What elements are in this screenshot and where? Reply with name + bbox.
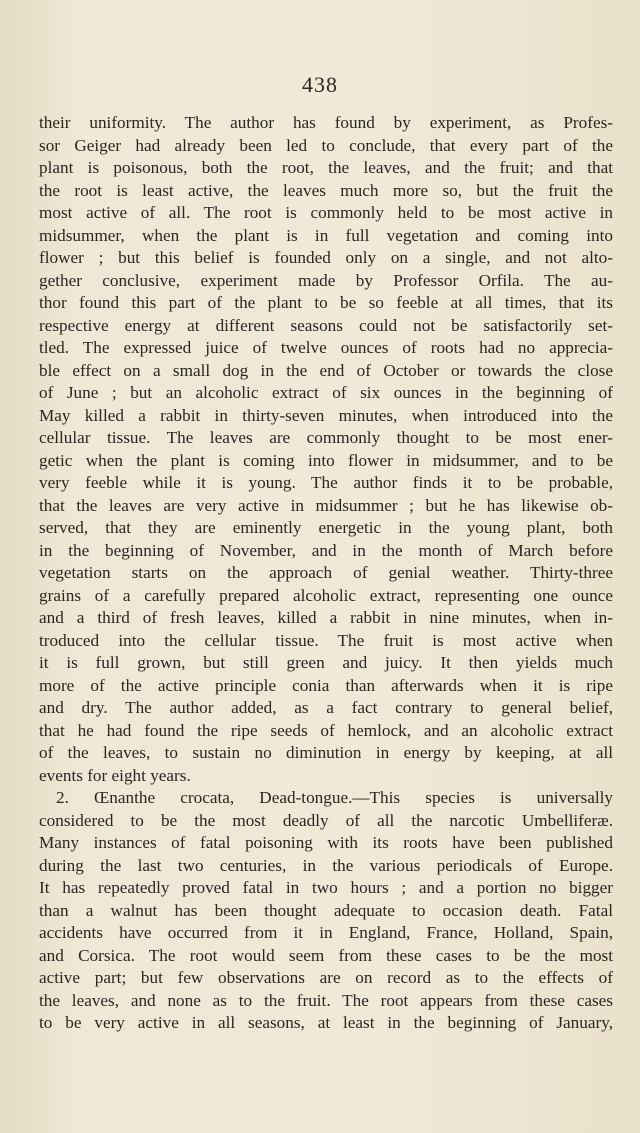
text-line: and a third of fresh leaves, killed a rabbit in nine minutes, when in- xyxy=(39,608,613,627)
text-line: that he had found the ripe seeds of hemlock, and an alcoholic extract xyxy=(39,720,613,740)
text-line: midsummer, when the plant is in full vegetation and coming into xyxy=(39,225,613,245)
text-line: in the beginning of November, and in the month of March before xyxy=(39,540,613,560)
text-line: more of the active principle conia than afterwards when it is ripe xyxy=(39,675,613,695)
text-line: sor Geiger had already been led to conclude, that every part of the xyxy=(39,135,613,155)
text-line: accidents have occurred from it in England, France, Holland, Spain, xyxy=(39,923,613,942)
text-line: vegetation starts on the approach of genial weather. Thirty-three xyxy=(39,563,613,582)
text-line: their uniformity. The author has found by experiment, as Profes- xyxy=(39,113,613,132)
text-line: May killed a rabbit in thirty-seven minutes, when introduced into the xyxy=(39,405,613,425)
text-line: the leaves, and none as to the fruit. The root appears from these cases xyxy=(39,990,613,1010)
text-line: it is full grown, but still green and juicy. It then yields much xyxy=(39,653,613,672)
text-line: that the leaves are very active in midsummer ; but he has likewise ob- xyxy=(39,495,613,515)
page-number: 438 xyxy=(302,72,338,97)
text-line: plant is poisonous, both the root, the leaves, and the fruit; and that xyxy=(39,158,613,177)
text-line: during the last two centuries, in the various periodicals of Europe. xyxy=(39,855,613,875)
text-line: to be very active in all seasons, at least in the beginning of January, xyxy=(39,1013,613,1032)
text-line: tled. The expressed juice of twelve ounces of roots had no apprecia- xyxy=(39,338,613,357)
text-line: thor found this part of the plant to be so feeble at all times, that its xyxy=(39,293,613,312)
text-line: served, that they are eminently energetic in the young plant, both xyxy=(39,518,613,537)
text-line: very feeble while it is young. The author finds it to be probable, xyxy=(39,473,613,492)
text-line: considered to be the most deadly of all the narcotic Umbelliferæ. xyxy=(39,810,613,830)
text-line: Many instances of fatal poisoning with its roots have been published xyxy=(39,833,613,852)
text-line: getic when the plant is coming into flower in midsummer, and to be xyxy=(39,450,613,470)
text-line: of the leaves, to sustain no diminution in energy by keeping, at all xyxy=(39,743,613,762)
paragraph-end-line: events for eight years. xyxy=(39,765,191,785)
text-line: gether conclusive, experiment made by Professor Orfila. The au- xyxy=(39,270,613,290)
text-line: active part; but few observations are on record as to the effects of xyxy=(39,968,613,987)
text-line: the root is least active, the leaves much more so, but the fruit the xyxy=(39,180,613,200)
text-line: most active of all. The root is commonly held to be most active in xyxy=(39,203,613,222)
text-line: and Corsica. The root would seem from these cases to be the most xyxy=(39,945,613,965)
text-line: than a walnut has been thought adequate to occasion death. Fatal xyxy=(39,900,613,920)
text-line: grains of a carefully prepared alcoholic extract, representing one ounce xyxy=(39,585,613,605)
text-line: ble effect on a small dog in the end of October or towards the close xyxy=(39,360,613,380)
text-line: flower ; but this belief is founded only on a single, and not alto- xyxy=(39,248,613,267)
text-line: troduced into the cellular tissue. The fruit is most active when xyxy=(39,630,613,650)
text-line: respective energy at different seasons could not be satisfactorily set- xyxy=(39,315,613,335)
body-text xyxy=(39,112,613,1035)
text-line: It has repeatedly proved fatal in two hours ; and a portion no bigger xyxy=(39,878,613,897)
text-line: of June ; but an alcoholic extract of six ounces in the beginning of xyxy=(39,383,613,402)
text-line: cellular tissue. The leaves are commonly thought to be most ener- xyxy=(39,428,613,447)
section-heading-line: 2. Œnanthe crocata, Dead-tongue.—This species is universally xyxy=(56,788,613,807)
text-line: and dry. The author added, as a fact contrary to general belief, xyxy=(39,698,613,717)
